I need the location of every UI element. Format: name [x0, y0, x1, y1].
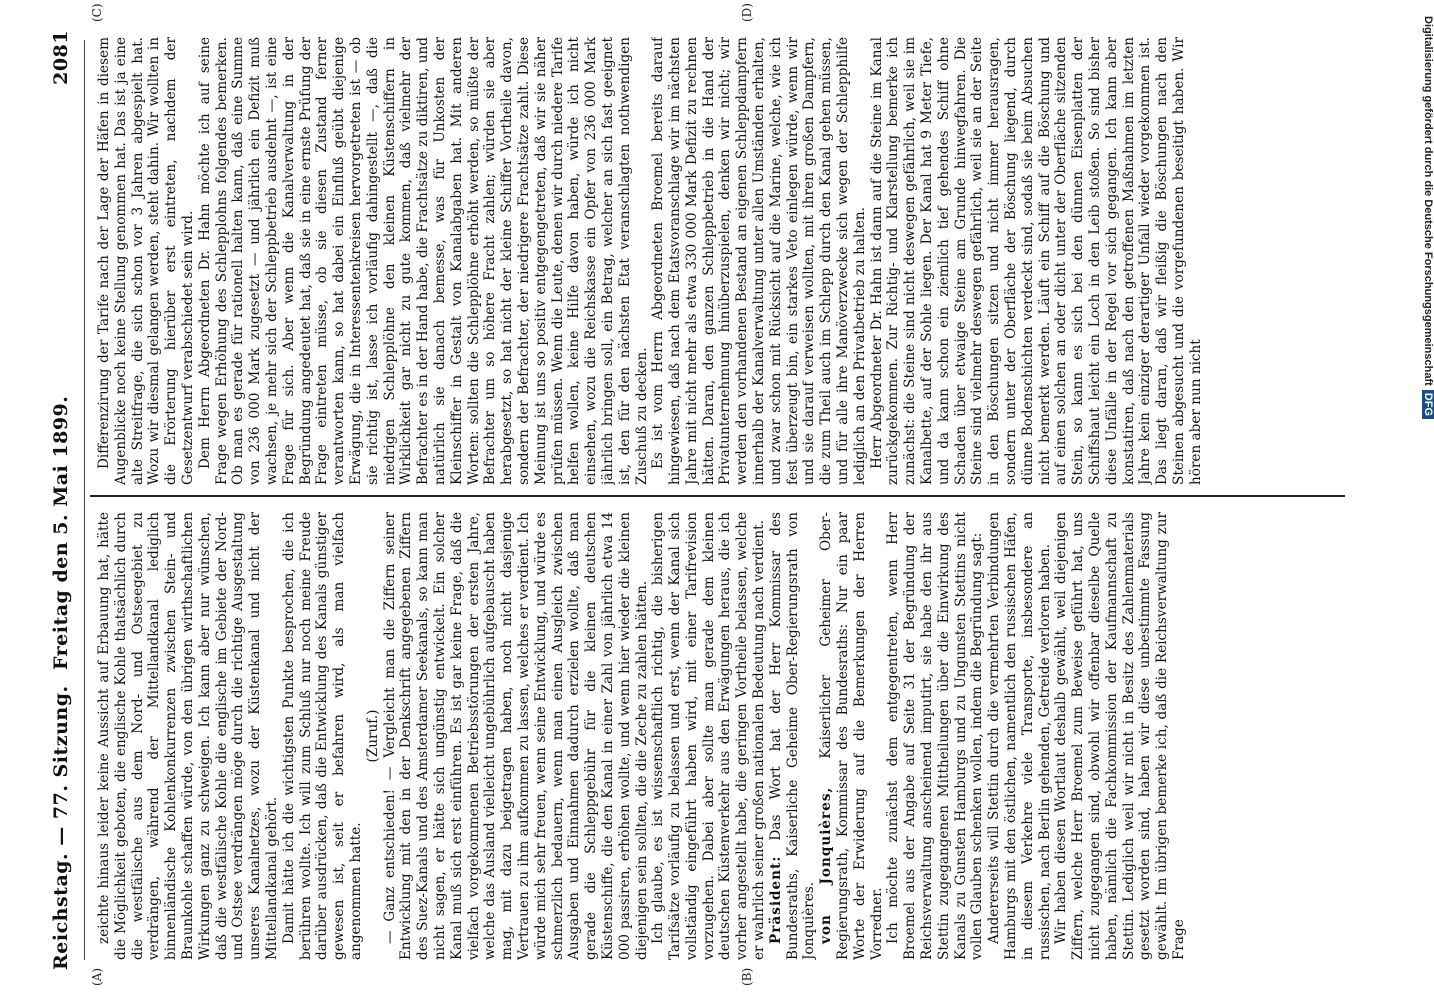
paragraph: Wir haben diesen Wortlaut deshalb gewählt, weil diejenigen Ziffern, welche Herr Broemel zum Beweise geführt hat, uns nicht zugegangen sind, obwohl wir offenbar dieselbe Quelle haben, nämlich die Fachkommission der Kaufmannschaft zu Stettin. Lediglich weil wir nicht in Besitz des Zahlenmaterials gesetzt worden sind, haben wir diese unbestimmte Fassung gewählt. Im übrigen bemerke ich, daß die Reichsverwaltung zur Frage	[1053, 512, 1187, 960]
paragraph	[818, 512, 885, 960]
speech-text: Das Wort hat der Herr Kommissar des Bundesraths, Kaiserliche Geheime Ober-Regierungsrath von Jonquières.	[767, 512, 818, 960]
interjection: (Zuruf.)	[364, 709, 381, 763]
paragraph	[768, 512, 818, 960]
left-column	[96, 512, 1346, 960]
right-column	[96, 37, 1346, 485]
digitization-credit	[1416, 16, 1434, 996]
paragraph: Ich möchte zunächst dem entgegentreten, wenn Herr Broemel aus der Angabe auf Seite 31 der Begründung der Reichsverwaltung anscheinend imputirt, sie habe den ihr aus Stettin zugegangenen Mittheilungen über die Einwirkung des Kanals zu Gunsten Hamburgs und zu Ungunsten Stettins nicht vollen Glauben schenken wollen, indem die Begründung sagt:	[885, 512, 986, 960]
paragraph: Es ist vom Herrn Abgeordneten Broemel bereits darauf hingewiesen, daß nach dem Etatsvoranschlage wir im nächsten Jahre mit nicht mehr als etwa 330 000 Mark Defizit zu rechnen hätten. Daran, den ganzen Schleppbetrieb in die Hand der Privatunternehmung hinüberzuspielen, denken wir nicht; wir werden den vorhandenen Bestand an eigenen Schleppdampfern innerhalb der Kanalverwaltung unter allen Umständen erhalten, und zwar schon mit Rücksicht auf die Marine, welche, wie ich fest überzeugt bin, ein starkes Veto einlegen würde, wenn wir und sie darauf verweisen wollten, mit ihren großen Dampfern, die zum Theil auch im Schlepp durch den Kanal gehen müssen, und für alle ihre Manöverzwecke sich wegen der Schlepphilfe lediglich an den Privatbetrieb zu halten.	[650, 37, 868, 485]
margin-marker-c: (C)	[90, 3, 104, 22]
margin-marker-a: (A)	[90, 967, 104, 986]
page-header	[50, 30, 78, 970]
header-date: Freitag den 5. Mai 1899.	[50, 395, 72, 670]
paragraph: Differenzirung der Tarife nach der Lage der Häfen in diesem Augenblicke noch keine Stellung genommen hat. Das ist ja eine alte Streitfrage, die sich schon vor 3 Jahren abgespielt hat. Wozu wir diesmal gelangen werden, steht dahin. Wir wollten in die Erörterung hierüber erst eintreten, nachdem der Gesetzentwurf verabschiedet sein wird.	[96, 37, 196, 485]
margin-marker-b: (B)	[740, 967, 754, 986]
header-rule	[84, 40, 85, 960]
paragraph: Dem Herrn Abgeordneten Dr. Hahn möchte ich auf seine Frage wegen Erhöhung des Schlepplohns folgendes bemerken. Ob man es gerade für rationell halten kann, daß eine Summe von 236 000 Mark zugesetzt — und jährlich ein Defizit muß wachsen, je mehr sich der Schleppbetrieb ausdehnt —, ist eine Frage für sich. Aber wenn die Kanalverwaltung in der Begründung angedeutet hat, daß sie in eine ernste Prüfung der Frage eintreten müsse, ob sie diesen Zustand ferner verantworten kann, so hat dabei ein Einfluß geübt diejenige Erwägung, die in Interessentenkreisen hervorgetreten ist — ob sie richtig ist, lasse ich vorläufig dahingestellt —, daß die niedrigen Schlepplöhne den kleinen Küstenschiffern in Wirklichkeit gar nicht zu gute kommen, daß vielmehr der Befrachter es in der Hand habe, die Frachtsätze zu diktiren, und natürlich sie danach bemesse, was für Unkosten der Kleinschiffer in Gestalt von Kanalabgaben hat. Mit anderen Worten: sollten die Schlepplöhne erhöht werden, so müßte der Befrachter um so höhere Fracht zahlen; würden sie aber herabgesetzt, so hat nicht der kleine Schiffer Vortheile davon, sondern der Befrachter, der niedrigere Frachtsätze zahlt. Diese Meinung ist uns so positiv entgegengetreten, daß wir sie näher prüfen müssen. Wenn die Leute, denen wir durch niedere Tarife helfen wollen, keine Hilfe davon haben, würde ich nicht einsehen, wozu die Reichskasse ein Opfer von 236 000 Mark jährlich bringen soll, ein Betrag, welcher an sich fast geeignet ist, den für den nächsten Etat veranschlagten nothwendigen Zuschuß zu decken.	[196, 37, 650, 485]
speech-text: Kaiserlicher Geheimer Ober-Regierungsrath, Kommissar des Bundesraths: Nur ein paar Worte der Erwiderung auf die Bemerkungen der Herren Vorredner.	[818, 512, 885, 960]
paragraph: Damit hätte ich die wichtigsten Punkte besprochen, die ich berühren wollte. Ich will zum Schluß nur noch meine Freude darüber ausdrücken, daß die Entwicklung des Kanals günstiger gewesen ist, seit er befahren wird, als man vielfach angenommen hatte.	[280, 512, 364, 960]
margin-marker-d: (D)	[740, 3, 754, 22]
header-session-title: Reichstag. — 77. Sitzung.	[50, 685, 72, 970]
quotation: Andererseits will Stettin durch die vermehrten Verbindungen Hamburgs mit den östlichen, namentlich den russischen Häfen, in diesem Verkehre viele Transporte, insbesondere an russischen, nach Berlin gehenden, Getreide verloren haben.	[986, 512, 1053, 960]
credit-text: Digitalisierung gefördert durch die Deutsche Forschungsgemeinschaft	[1422, 16, 1434, 386]
paragraph: Herr Abgeordneter Dr. Hahn ist dann auf die Steine im Kanal zurückgekommen. Zur Richtig- und Klarstellung bemerke ich zunächst: die Steine sind nicht deswegen gefährlich, weil sie im Kanalbette, auf der Sohle liegen. Der Kanal hat 9 Meter Tiefe, und da kann schon ein ziemlich tief gehendes Schiff ohne Schaden über etwaige Steine am Grunde hinwegfahren. Die Steine sind vielmehr deswegen gefährlich, weil sie an der Seite in den Böschungen sitzen und nicht immer herausragen, sondern unter der Oberfläche der Böschung liegend, durch dünne Bodenschichten verdeckt sind, sodaß sie beim Absuchen nicht bemerkt werden. Läuft ein Schiff auf die Böschung und auf einen solchen an oder dicht unter der Oberfläche sitzenden Stein, so kann es sich bei den dünnen Eisenplatten der Schiffshaut leicht ein Loch in den Leib stoßen. So sind bisher diese Unfälle in der Regel vor sich gegangen. Ich kann aber konstatiren, daß nach den getroffenen Maßnahmen im letzten Jahre kein einziger derartiger Unfall wieder vorgekommen ist. Das liegt daran, daß wir fleißig die Böschungen nach den Steinen abgesucht und die vorgefundenen beseitigt haben. Wir hören aber nun nicht	[868, 37, 1204, 485]
speaker-name: Präsident:	[767, 855, 784, 944]
column-divider	[90, 495, 1345, 497]
paragraph: zeichte hinaus leider keine Aussicht auf Erbauung hat, hätte die Möglichkeit geboten, die englische Kohle thatsächlich durch die westfälische aus dem Nord- und Ostseegebiet zu verdrängen, während der Mittellandkanal lediglich binnenländische Kohlenkonkurrenzen zwischen Stein- und Braunkohle schaffen würde, von den übrigen wirthschaftlichen Wirkungen ganz zu schweigen. Ich kann aber nur wünschen, daß die westfälische Kohle die englische im Gebiete der Nord- und Ostsee verdrängen möge durch die richtige Ausgestaltung unseres Kanalnetzes, wozu der Küstenkanal und nicht der Mittellandkanal gehört.	[96, 512, 280, 960]
paragraph: — Ganz entschieden! — Vergleicht man die Ziffern seiner Entwicklung mit den in der Denkschrift angegebenen Ziffern des Suez-Kanals und des Amsterdamer Seekanals, so kann man nicht sagen, er hätte sich ungünstig entwickelt. Ein solcher Kanal muß sich erst einführen. Es ist gar keine Frage, daß die vielfach vorgekommenen Betriebsstörungen der ersten Jahre, welche das Ausland vielleicht ungebührlich aufgebauscht haben mag, mit dazu beigetragen haben, noch nicht dasjenige Vertrauen zu ihm aufkommen zu lassen, welches er verdient. Ich würde mich sehr freuen, wenn seine Entwicklung, und würde es schmerzlich bedauern, wenn man einen Ausgleich zwischen Ausgaben und Einnahmen dadurch erzielen wollte, daß man gerade die Schleppgebühr für die kleinen deutschen Küstenschiffe, die den Kanal in einer Zahl von jährlich etwa 14 000 passiren, erhöhen wollte, und wenn hier wieder die kleinen diejenigen sein sollten, die die Zeche zu zahlen hätten.	[381, 512, 650, 960]
speaker-name: von Jonquières,	[818, 786, 835, 944]
header-page-number: 2081	[50, 30, 72, 85]
dfg-logo: DFG	[1422, 390, 1434, 419]
paragraph: Ich glaube, es ist wissenschaftlich richtig, die bisherigen Tarifsätze vorläufig zu belassen und erst, wenn der Kanal sich vollständig eingeführt haben wird, mit einer Tarifrevision vorzugehen. Dabei aber sollte man gerade dem kleinen deutschen Küstenverkehr aus den Erwägungen heraus, die ich vorher angestellt habe, die geringen Vortheile belassen, welche er wahrlich seiner großen nationalen Bedeutung nach verdient.	[650, 512, 768, 960]
